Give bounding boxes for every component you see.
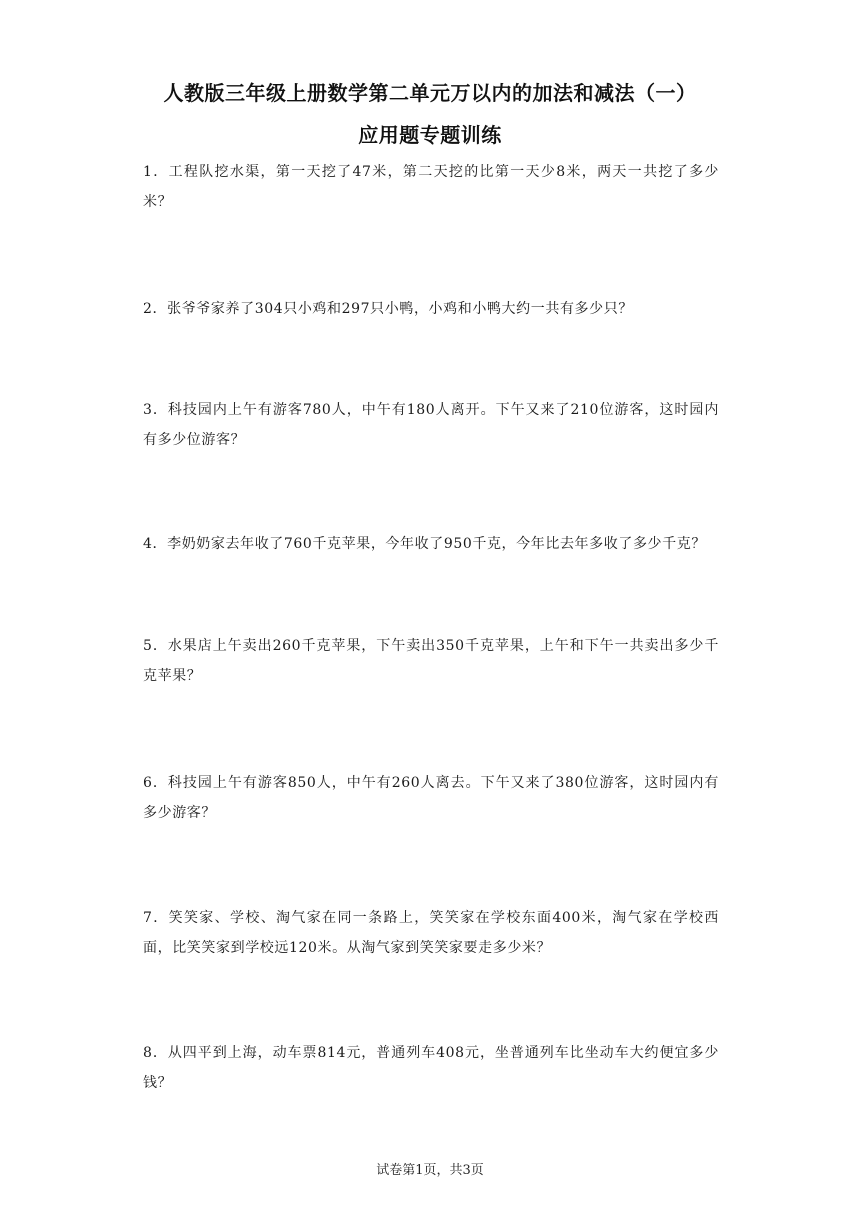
question-3: 3．科技园内上午有游客780人，中午有180人离开。下午又来了210位游客，这时园内有多少位游客？ bbox=[143, 402, 719, 448]
question-5: 5．水果店上午卖出260千克苹果，下午卖出350千克苹果，上午和下午一共卖出多少千克苹果？ bbox=[143, 638, 719, 684]
question-1: 1．工程队挖水渠，第一天挖了47米，第二天挖的比第一天少8米，两天一共挖了多少米？ bbox=[143, 164, 719, 210]
question-4: 4．李奶奶家去年收了760千克苹果，今年收了950千克，今年比去年多收了多少千克？ bbox=[143, 536, 706, 552]
document-subtitle: 应用题专题训练 bbox=[358, 123, 502, 147]
page-footer: 试卷第1页，共3页 bbox=[376, 1163, 484, 1178]
question-8: 8．从四平到上海，动车票814元，普通列车408元，坐普通列车比坐动车大约便宜多少钱？ bbox=[143, 1045, 719, 1091]
question-6: 6．科技园上午有游客850人，中午有260人离去。下午又来了380位游客，这时园内有多少游客？ bbox=[143, 775, 719, 821]
question-7: 7．笑笑家、学校、淘气家在同一条路上，笑笑家在学校东面400米，淘气家在学校西面，比笑笑家到学校远120米。从淘气家到笑笑家要走多少米？ bbox=[143, 910, 719, 956]
question-2: 2．张爷爷家养了304只小鸡和297只小鸭，小鸡和小鸭大约一共有多少只？ bbox=[143, 301, 633, 317]
document-title: 人教版三年级上册数学第二单元万以内的加法和减法（一） bbox=[163, 81, 697, 105]
